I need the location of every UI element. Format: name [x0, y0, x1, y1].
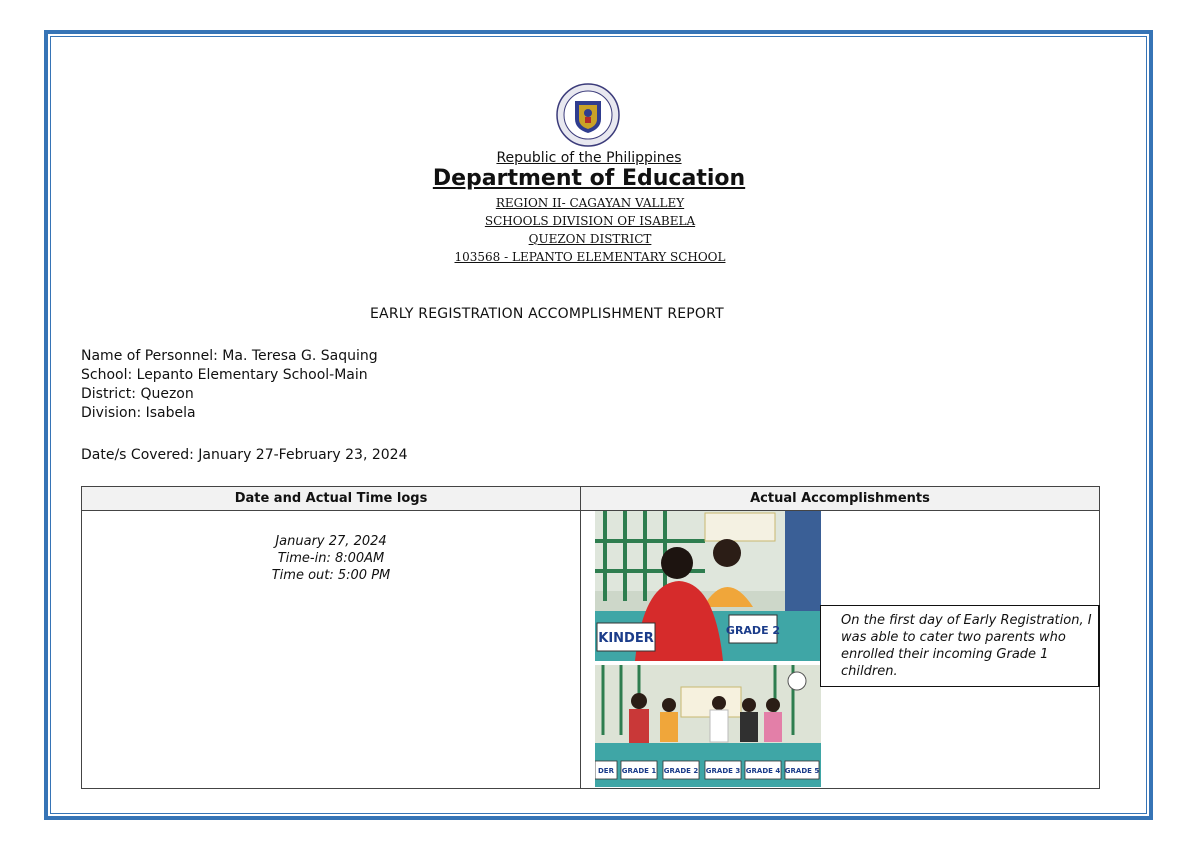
deped-seal-icon — [555, 83, 621, 147]
school-line: 103568 - LEPANTO ELEMENTARY SCHOOL — [454, 250, 726, 264]
school-name: School: Lepanto Elementary School-Main — [81, 367, 368, 383]
accomplishment-table — [81, 486, 1100, 789]
district-name: District: Quezon — [81, 386, 194, 402]
log-date: January 27, 2024 — [275, 534, 387, 549]
photo2-sign-3: GRADE 2 — [663, 767, 699, 775]
photo1-sign-grade2: GRADE 2 — [725, 624, 781, 637]
division-name: Division: Isabela — [81, 405, 196, 421]
photo2-sign-6: GRADE 5 — [784, 767, 820, 775]
accomplishment-cell — [581, 511, 1100, 789]
header-time-logs: Date and Actual Time logs — [82, 487, 581, 511]
personnel-name: Name of Personnel: Ma. Teresa G. Saquing — [81, 348, 378, 364]
accomplishment-caption: On the first day of Early Registration, I was able to cater two parents who enrolled their incoming Grade 1 children. — [820, 605, 1100, 687]
table-header-row — [82, 487, 1100, 511]
region-line: REGION II- CAGAYAN VALLEY — [495, 196, 685, 210]
photo1-sign-kinder: KINDER — [598, 631, 654, 646]
photo2-sign-4: GRADE 3 — [705, 767, 741, 775]
log-time-in: Time-in: 8:00AM — [277, 551, 385, 566]
header-accomplishments: Actual Accomplishments — [581, 487, 1100, 511]
time-log-cell — [82, 511, 581, 789]
district-line: QUEZON DISTRICT — [528, 232, 652, 246]
photo2-sign-2: GRADE 1 — [621, 767, 657, 775]
division-line: SCHOOLS DIVISION OF ISABELA — [484, 214, 696, 228]
registration-photo-1 — [595, 511, 821, 661]
dates-covered: Date/s Covered: January 27-February 23, 2024 — [81, 447, 408, 463]
log-time-out: Time out: 5:00 PM — [271, 568, 391, 583]
registration-photo-2 — [595, 665, 821, 787]
photo2-sign-1: DER — [598, 767, 614, 775]
department-title: Department of Education — [432, 166, 746, 191]
republic-line: Republic of the Philippines — [496, 150, 682, 166]
table-row — [82, 511, 1100, 789]
photo2-sign-5: GRADE 4 — [745, 767, 781, 775]
report-title: EARLY REGISTRATION ACCOMPLISHMENT REPORT — [370, 306, 724, 322]
